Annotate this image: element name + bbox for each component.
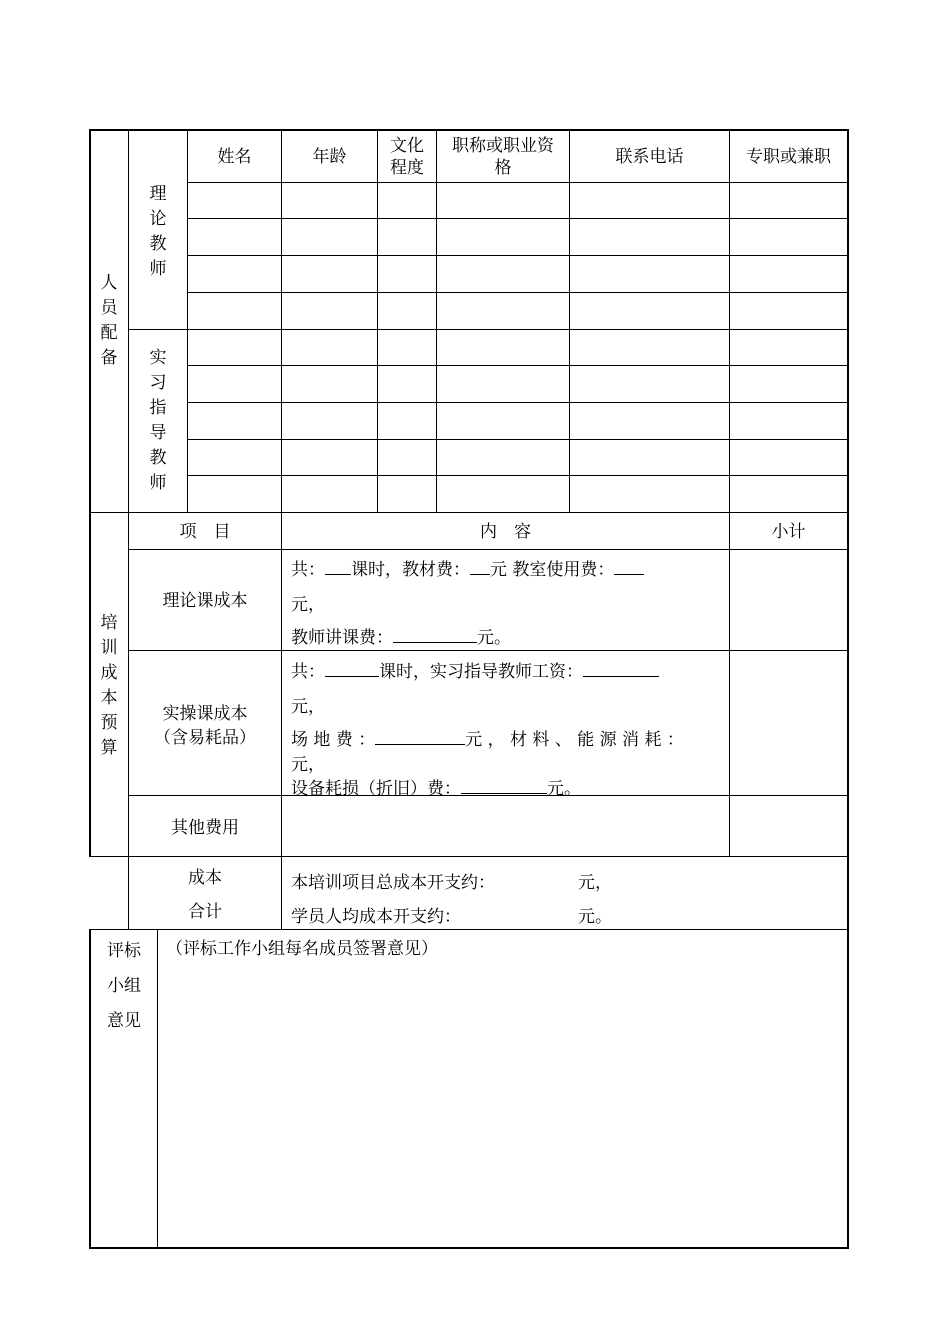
total-label-line-2: 合计 bbox=[188, 902, 222, 922]
other-cost-label: 其他费用 bbox=[171, 818, 239, 838]
theory-teachers-label: 理 论 教 师 bbox=[149, 184, 167, 279]
budget-section-label: 培 训 成 本 预 算 bbox=[100, 613, 118, 758]
header-education: 文化 程度 bbox=[390, 136, 424, 178]
practice-line-5: 设备耗损（折旧）费： 元。 bbox=[291, 779, 581, 799]
opinion-label: 评标 小组 意见 bbox=[107, 941, 141, 1031]
total-line-2-unit: 元。 bbox=[578, 907, 612, 927]
practice-line-1: 共： 课时，实习指导教师工资： bbox=[291, 657, 659, 682]
content-header: 内 容 bbox=[480, 522, 531, 542]
theory-line-2: 元， bbox=[291, 595, 325, 615]
total-line-2-label: 学员人均成本开支约： bbox=[291, 907, 461, 927]
header-name: 姓名 bbox=[217, 147, 252, 167]
header-age: 年龄 bbox=[312, 147, 347, 167]
item-header: 项 目 bbox=[179, 522, 231, 542]
staffing-section-label: 人 员 配 备 bbox=[100, 273, 118, 368]
theory-cost-label: 理论课成本 bbox=[162, 591, 248, 611]
practice-cost-label: 实操课成本 （含易耗品） bbox=[154, 704, 256, 748]
theory-line-3: 教师讲课费： 元。 bbox=[291, 628, 511, 648]
theory-line-1: 共： 课时，教材费： 元 教室使用费： bbox=[291, 555, 644, 580]
total-label-line-1: 成本 bbox=[188, 868, 222, 888]
header-fulltime: 专职或兼职 bbox=[746, 147, 831, 167]
header-title: 职称或职业资 格 bbox=[452, 136, 554, 178]
opinion-note: （评标工作小组每名成员签署意见） bbox=[166, 939, 438, 959]
practice-line-3: 场 地 费 ： 元 ， 材 料 、 能 源 消 耗 ： bbox=[291, 730, 684, 750]
practice-teachers-label: 实 习 指 导 教 师 bbox=[149, 348, 167, 493]
subtotal-header: 小计 bbox=[771, 522, 806, 542]
total-line-1-label: 本培训项目总成本开支约： bbox=[291, 873, 495, 893]
practice-line-2: 元， bbox=[291, 697, 325, 717]
practice-line-4: 元， bbox=[291, 755, 325, 775]
total-line-1-unit: 元， bbox=[578, 873, 612, 893]
header-phone: 联系电话 bbox=[615, 147, 684, 167]
